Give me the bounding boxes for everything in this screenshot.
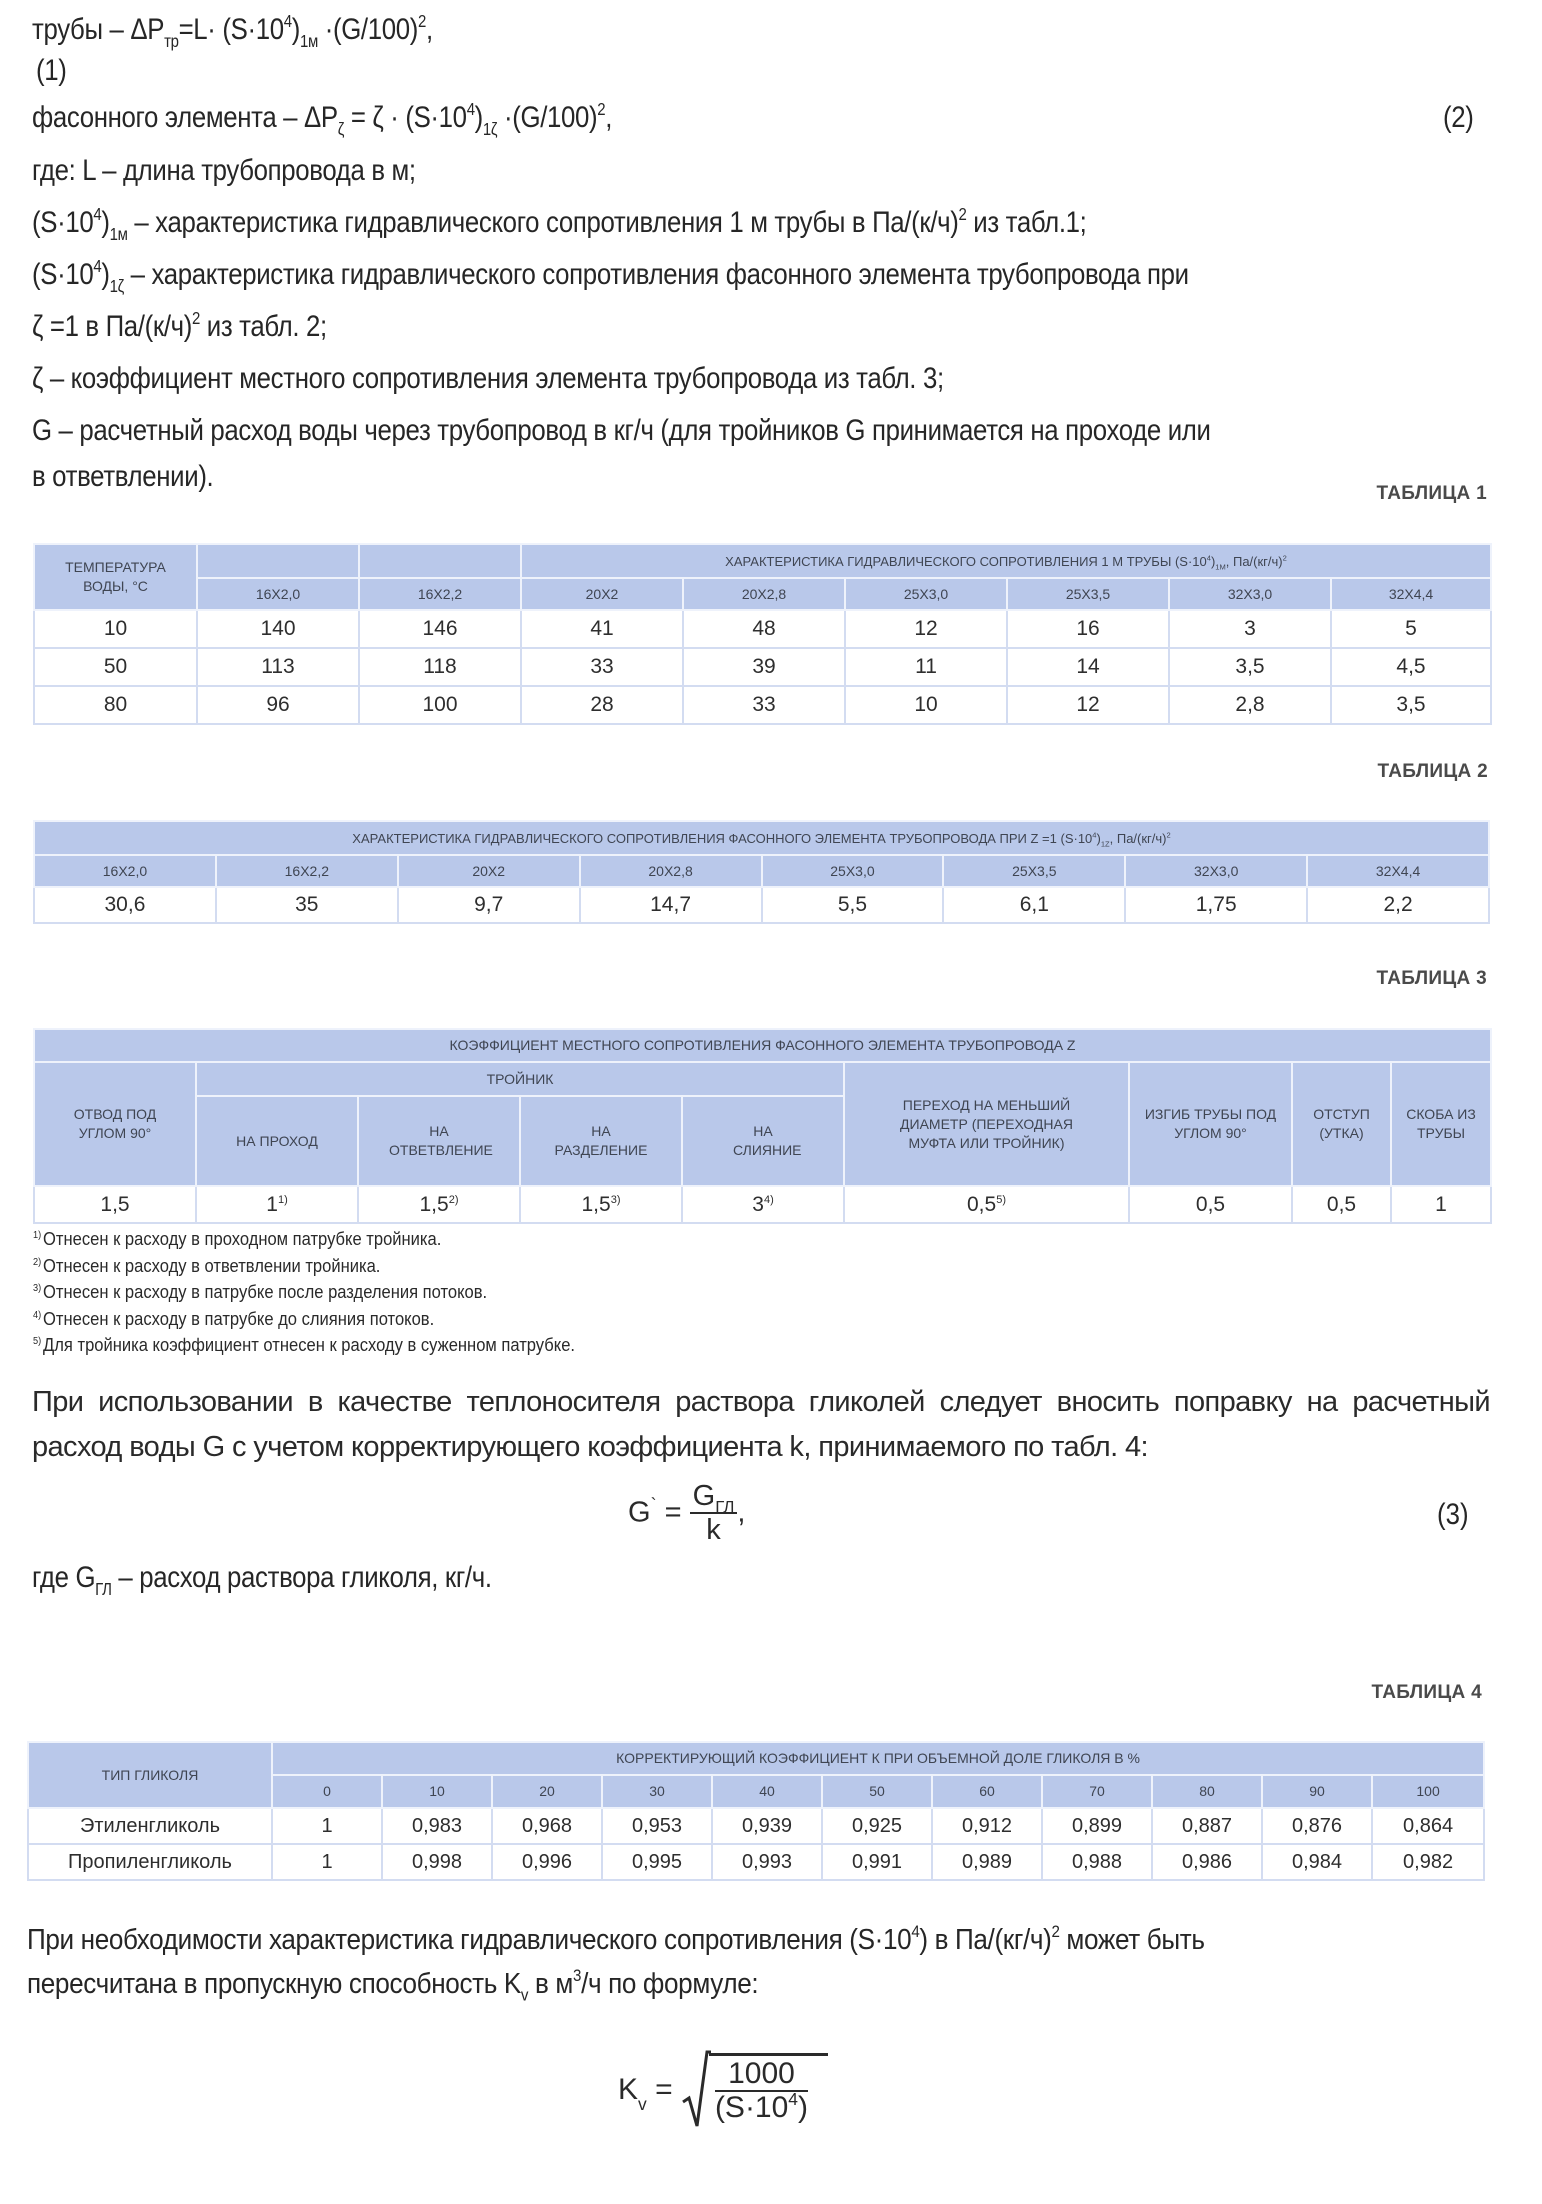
table-1-cell: 96	[197, 686, 359, 724]
formula-2-text: фасонного элемента – ΔP	[32, 101, 338, 134]
footnote-text: Отнесен к расходу в патрубке после разделения потоков.	[43, 1282, 488, 1302]
table-2-cell: 35	[216, 887, 398, 923]
table-4-column-header: 10	[382, 1775, 492, 1808]
table-2-columns-row	[34, 855, 1489, 887]
table-row	[34, 887, 1489, 923]
table-4-cell: 0,982	[1372, 1844, 1484, 1880]
table-4-cell: 0,925	[822, 1808, 932, 1844]
table-1-label: ТАБЛИЦА 1	[1376, 483, 1487, 504]
header-text: ХАРАКТЕРИСТИКА ГИДРАВЛИЧЕСКОГО СОПРОТИВЛЕНИЯ 1 М ТРУБЫ (S·10	[725, 553, 1207, 569]
table-2-cell: 2,2	[1307, 887, 1489, 923]
table-1-cell: 14	[1007, 648, 1169, 686]
table-3-cell	[682, 1186, 844, 1223]
formula-1-text: ·(G/100)	[317, 13, 419, 46]
table-3-col-prohod: НА ПРОХОД	[196, 1096, 358, 1186]
table-4-cell: 0,984	[1262, 1844, 1372, 1880]
table-3-col-otstup: ОТСТУП (УТКА)	[1292, 1062, 1391, 1186]
table-3-value: 1,5	[581, 1192, 611, 1216]
table-4-glycol-name: Пропиленгликоль	[28, 1844, 272, 1880]
table-3-value: 0,5	[967, 1192, 997, 1216]
formula-kv	[618, 2050, 828, 2130]
paragraph-text: ) в Па/(кг/ч)	[919, 1924, 1052, 1956]
header-text: , Па/(кг/ч)	[1225, 553, 1283, 569]
table-row	[28, 1844, 1484, 1880]
table-3-group-troynik: ТРОЙНИК	[196, 1062, 844, 1096]
formula-kv-lhs: K	[618, 2073, 639, 2106]
table-3-value: 0,5	[1195, 1192, 1226, 1216]
table-2-column-header: 16Х2,0	[34, 855, 216, 887]
definition-text: )	[101, 206, 110, 239]
table-4-body	[28, 1808, 1484, 1880]
table-4-cell: 0,989	[932, 1844, 1042, 1880]
footnote	[33, 1332, 575, 1359]
table-3-value: 0,5	[1326, 1192, 1357, 1216]
footnote	[33, 1253, 575, 1280]
table-1-cell: 12	[845, 610, 1007, 648]
table-4-column-header: 60	[932, 1775, 1042, 1808]
footnote-text: Отнесен к расходу в ответвлении тройника.	[43, 1255, 381, 1276]
table-4-glycol-name: Этиленгликоль	[28, 1808, 272, 1844]
table-4-header-group: КОРРЕКТИРУЮЩИЙ КОЭФФИЦИЕНТ К ПРИ ОБЪЕМНОЙ ДОЛЕ ГЛИКОЛЯ В %	[272, 1742, 1484, 1775]
table-3-value: 3	[752, 1192, 764, 1216]
superscript: 4	[93, 203, 102, 224]
table-2-column-header: 32Х4,4	[1307, 855, 1489, 887]
table-3-value: 1	[266, 1192, 278, 1216]
table-4-header-row	[28, 1742, 1484, 1775]
table-1-cell: 146	[359, 610, 521, 648]
table-2	[33, 820, 1490, 924]
table-1-cell: 12	[1007, 686, 1169, 724]
definition-S-1z	[32, 255, 1189, 296]
definition-text: из табл.1;	[966, 206, 1087, 239]
footnote-marker: 5)	[996, 1193, 1006, 1206]
table-4-column-header: 100	[1372, 1775, 1484, 1808]
glycol-definition	[32, 1560, 492, 1599]
table-2-cell: 30,6	[34, 887, 216, 923]
formula-1-text: =L· (S·10	[178, 13, 284, 46]
table-3-header: КОЭФФИЦИЕНТ МЕСТНОГО СОПРОТИВЛЕНИЯ ФАСОННОГО ЭЛЕМЕНТА ТРУБОПРОВОДА Z	[34, 1029, 1491, 1062]
definition-text: – расход раствора гликоля, кг/ч.	[111, 1561, 492, 1594]
table-1-body	[34, 610, 1491, 724]
table-3-footnotes	[33, 1226, 575, 1359]
subscript: ГЛ	[715, 1497, 735, 1517]
table-1-column-header: 20Х2	[521, 578, 683, 610]
kv-paragraph-line2	[27, 1966, 759, 2005]
table-1-cell: 33	[521, 648, 683, 686]
formula-1-text: )	[291, 13, 300, 46]
superscript: 3	[573, 1966, 582, 1986]
superscript: 2	[1166, 830, 1171, 840]
table-1-header-group	[521, 544, 1491, 578]
table-3-group-row	[34, 1062, 1491, 1096]
table-4-label: ТАБЛИЦА 4	[1371, 1682, 1482, 1703]
table-4-cell: 0,968	[492, 1808, 602, 1844]
table-1-column-header: 32Х3,0	[1169, 578, 1331, 610]
table-1-cell: 5	[1331, 610, 1491, 648]
paragraph-text: пересчитана в пропускную способность K	[27, 1968, 521, 2000]
definition-G: G – расчетный расход воды через трубопровод в кг/ч (для тройников G принимается на проходе или	[32, 414, 1211, 447]
table-3-cell	[1292, 1186, 1391, 1223]
radical-sign-icon	[681, 2050, 711, 2130]
definition-text: (S·10	[32, 206, 94, 239]
paragraph-text: в м	[528, 1968, 574, 2000]
table-3-value: 1	[1435, 1192, 1447, 1216]
table-4-cell: 0,983	[382, 1808, 492, 1844]
footnote-marker: 1)	[277, 1193, 288, 1206]
table-2-header	[34, 821, 1489, 855]
formula-3-mark: `	[650, 1495, 657, 1515]
table-4-cell: 1	[272, 1844, 382, 1880]
formula-3-numerator	[690, 1480, 738, 1517]
table-2-cell: 1,75	[1125, 887, 1307, 923]
table-4-cell: 0,939	[712, 1808, 822, 1844]
table-1-cell: 10	[845, 686, 1007, 724]
table-2-label: ТАБЛИЦА 2	[1377, 761, 1488, 782]
table-1-column-header: 20Х2,8	[683, 578, 845, 610]
table-2-column-header: 25Х3,5	[943, 855, 1125, 887]
formula-kv-fraction	[715, 2058, 808, 2124]
table-row	[34, 648, 1491, 686]
definition-L: где: L – длина трубопровода в м;	[32, 154, 416, 187]
footnote	[33, 1279, 575, 1306]
superscript: 4	[283, 10, 292, 31]
superscript: 2	[1282, 553, 1287, 563]
denominator-text: )	[797, 2090, 808, 2124]
table-1-cell: 3,5	[1169, 648, 1331, 686]
table-1-cell: 4,5	[1331, 648, 1491, 686]
formula-2-text: ·(G/100)	[497, 101, 598, 134]
subscript: 1м	[299, 30, 318, 51]
paragraph-text: /ч по формуле:	[581, 1968, 759, 2000]
table-4-column-header: 0	[272, 1775, 382, 1808]
formula-3-comma: ,	[737, 1496, 746, 1529]
superscript: 2	[1051, 1922, 1060, 1942]
formula-2-line	[32, 98, 613, 139]
table-2-header-row	[34, 821, 1489, 855]
table-1-cell: 140	[197, 610, 359, 648]
table-1-columns-row	[34, 578, 1491, 610]
kv-paragraph-line1	[27, 1922, 1205, 1958]
definition-text: ζ =1 в Па/(к/ч)	[32, 310, 192, 343]
definition-text: – характеристика гидравлического сопротивления фасонного элемента трубопровода при	[123, 258, 1189, 291]
table-1-cell: 33	[683, 686, 845, 724]
table-4-cell: 0,864	[1372, 1808, 1484, 1844]
table-1-header-empty	[197, 544, 359, 578]
table-4-cell: 1	[272, 1808, 382, 1844]
table-row	[34, 1186, 1491, 1223]
definition-S-1z-cont	[32, 309, 327, 345]
table-4-column-header: 90	[1262, 1775, 1372, 1808]
table-1-cell: 3,5	[1331, 686, 1491, 724]
header-text: , Па/(кг/ч)	[1109, 830, 1167, 846]
table-4-cell: 0,991	[822, 1844, 932, 1880]
table-1-temperature-cell: 50	[34, 648, 197, 686]
footnote-marker: 2)	[33, 1256, 42, 1268]
definition-G-cont: в ответвлении).	[32, 460, 214, 493]
formula-1-text: ,	[426, 13, 433, 46]
formula-1-line	[32, 10, 433, 51]
superscript: 2	[191, 307, 200, 328]
definition-text: из табл. 2;	[199, 310, 327, 343]
footnote-marker: 3)	[610, 1193, 621, 1206]
superscript: 2	[597, 98, 606, 119]
table-1-cell: 100	[359, 686, 521, 724]
footnote-marker: 2)	[448, 1193, 459, 1206]
footnote-text: Отнесен к расходу в проходном патрубке тройника.	[43, 1229, 442, 1249]
table-4-header-type: ТИП ГЛИКОЛЯ	[28, 1742, 272, 1808]
subscript: тр	[164, 30, 179, 51]
table-1-column-header: 32Х4,4	[1331, 578, 1491, 610]
table-4-cell: 0,996	[492, 1844, 602, 1880]
table-3-cell	[1129, 1186, 1292, 1223]
table-3-value: 1,5	[100, 1192, 130, 1216]
paragraph-text: может быть	[1059, 1924, 1205, 1956]
formula-3	[628, 1480, 745, 1546]
table-4-cell: 0,995	[602, 1844, 712, 1880]
formula-2-text: ,	[605, 101, 613, 134]
table-3-cell	[34, 1186, 196, 1223]
subscript: v	[638, 2094, 647, 2114]
formula-3-lhs: G	[628, 1496, 651, 1529]
table-3-label: ТАБЛИЦА 3	[1376, 968, 1487, 989]
table-1-cell: 28	[521, 686, 683, 724]
table-1-cell: 113	[197, 648, 359, 686]
superscript: 4	[1206, 553, 1211, 563]
footnote-marker: 4)	[763, 1193, 774, 1206]
table-2-column-header: 16Х2,2	[216, 855, 398, 887]
table-row	[34, 686, 1491, 724]
table-1-column-header: 25Х3,0	[845, 578, 1007, 610]
superscript: 2	[418, 10, 427, 31]
table-3-col-sliyanie: НА СЛИЯНИЕ	[682, 1096, 844, 1186]
subscript: 1ζ	[482, 118, 498, 139]
table-1-cell: 2,8	[1169, 686, 1331, 724]
table-4-cell: 0,953	[602, 1808, 712, 1844]
formula-3-fraction	[690, 1480, 738, 1546]
table-3-cell	[520, 1186, 682, 1223]
formula-3-numerator-text: G	[692, 1480, 716, 1512]
table-1-header-empty	[359, 544, 521, 578]
subscript: 1м	[109, 223, 128, 244]
table-4-column-header: 80	[1152, 1775, 1262, 1808]
table-1	[33, 543, 1492, 725]
definition-text: (S·10	[32, 258, 94, 291]
definition-zeta: ζ – коэффициент местного сопротивления элемента трубопровода из табл. 3;	[32, 362, 944, 395]
footnote	[33, 1306, 575, 1333]
table-3	[33, 1028, 1492, 1224]
table-4-cell: 0,998	[382, 1844, 492, 1880]
table-2-cell: 14,7	[580, 887, 762, 923]
table-4-column-header: 30	[602, 1775, 712, 1808]
definition-text: – характеристика гидравлического сопротивления 1 м трубы в Па/(к/ч)	[127, 206, 959, 239]
subscript: ζ	[337, 118, 345, 139]
table-3-cell	[844, 1186, 1129, 1223]
table-1-column-header: 25Х3,5	[1007, 578, 1169, 610]
table-4-column-header: 70	[1042, 1775, 1152, 1808]
definition-text: )	[101, 258, 110, 291]
table-1-column-header: 16Х2,0	[197, 578, 359, 610]
table-3-value: 1,5	[419, 1192, 449, 1216]
superscript: 4	[1092, 830, 1097, 840]
table-row	[34, 610, 1491, 648]
table-2-cell: 9,7	[398, 887, 580, 923]
definition-text: где G	[32, 1561, 96, 1594]
table-4-cell: 0,988	[1042, 1844, 1152, 1880]
footnote-marker: 4)	[33, 1309, 42, 1321]
table-4	[27, 1741, 1485, 1881]
equation-number-3: (3)	[1437, 1498, 1469, 1531]
header-text: ХАРАКТЕРИСТИКА ГИДРАВЛИЧЕСКОГО СОПРОТИВЛЕНИЯ ФАСОННОГО ЭЛЕМЕНТА ТРУБОПРОВОДА ПРИ Z =1 (S·10	[352, 830, 1093, 846]
subscript: 1Z	[1100, 838, 1110, 848]
footnote-marker: 1)	[33, 1230, 42, 1241]
table-1-cell: 11	[845, 648, 1007, 686]
table-2-column-header: 20Х2	[398, 855, 580, 887]
table-1-cell: 118	[359, 648, 521, 686]
table-2-column-header: 32Х3,0	[1125, 855, 1307, 887]
table-4-column-header: 40	[712, 1775, 822, 1808]
formula-2-text: )	[474, 101, 483, 134]
table-3-header-row	[34, 1029, 1491, 1062]
table-4-cell: 0,993	[712, 1844, 822, 1880]
superscript: 4	[93, 255, 102, 276]
table-1-cell: 39	[683, 648, 845, 686]
equation-number-2: (2)	[1443, 101, 1474, 134]
table-3-col-izgib: ИЗГИБ ТРУБЫ ПОД УГЛОМ 90°	[1129, 1062, 1292, 1186]
definition-S-1m	[32, 203, 1087, 244]
formula-3-denominator: k	[706, 1514, 721, 1546]
superscript: 4	[788, 2088, 798, 2109]
footnote-marker: 5)	[33, 1336, 42, 1347]
subscript: 1М	[1215, 561, 1226, 571]
square-root	[681, 2050, 828, 2130]
table-1-cell: 3	[1169, 610, 1331, 648]
header-text: )	[1096, 830, 1101, 846]
table-1-column-header: 16Х2,2	[359, 578, 521, 610]
table-3-col-otvod: ОТВОД ПОД УГЛОМ 90°	[34, 1062, 196, 1186]
table-3-col-skoba: СКОБА ИЗ ТРУБЫ	[1391, 1062, 1491, 1186]
table-4-cell: 0,899	[1042, 1808, 1152, 1844]
denominator-text: (S·10	[714, 2090, 789, 2124]
table-row	[28, 1808, 1484, 1844]
table-3-col-razdelenie: НА РАЗДЕЛЕНИЕ	[520, 1096, 682, 1186]
table-1-cell: 41	[521, 610, 683, 648]
table-4-column-header: 50	[822, 1775, 932, 1808]
superscript: 2	[958, 203, 967, 224]
table-4-cell: 0,986	[1152, 1844, 1262, 1880]
table-1-header-temperature: ТЕМПЕРАТУРА ВОДЫ, °С	[34, 544, 197, 610]
subscript: 1ζ	[109, 275, 124, 296]
table-1-header-row	[34, 544, 1491, 578]
table-3-cell	[358, 1186, 520, 1223]
formula-2-text: = ζ · (S·10	[344, 101, 467, 134]
table-3-col-perehod: ПЕРЕХОД НА МЕНЬШИЙ ДИАМЕТР (ПЕРЕХОДНАЯ МУФТА ИЛИ ТРОЙНИК)	[844, 1062, 1129, 1186]
table-1-temperature-cell: 80	[34, 686, 197, 724]
superscript: 4	[466, 98, 475, 119]
paragraph-text: При необходимости характеристика гидравлического сопротивления (S·10	[27, 1924, 912, 1956]
footnote-text: Для тройника коэффициент отнесен к расходу в суженном патрубке.	[43, 1335, 576, 1355]
subscript: ГЛ	[95, 1578, 112, 1599]
table-1-cell: 48	[683, 610, 845, 648]
formula-kv-denominator	[714, 2088, 808, 2124]
glycol-paragraph: При использовании в качестве теплоносителя раствора гликолей следует вносить поправку на расчетный расход воды G с учетом корректирующего коэффициента k, принимаемого по табл. 4:	[32, 1386, 1490, 1463]
footnote-marker: 3)	[33, 1283, 42, 1294]
table-3-cell	[196, 1186, 358, 1223]
table-4-cell: 0,876	[1262, 1808, 1372, 1844]
table-4-cell: 0,912	[932, 1808, 1042, 1844]
table-4-column-header: 20	[492, 1775, 602, 1808]
subscript: v	[520, 1985, 529, 2005]
table-3-col-otvetvlenie: НА ОТВЕТВЛЕНИЕ	[358, 1096, 520, 1186]
header-text: )	[1210, 553, 1216, 569]
formula-3-equals: =	[664, 1496, 682, 1529]
table-1-temperature-cell: 10	[34, 610, 197, 648]
formula-kv-equals: =	[655, 2073, 673, 2106]
equation-number-1: (1)	[36, 54, 67, 87]
table-3-cell	[1391, 1186, 1491, 1223]
superscript: 4	[911, 1922, 920, 1942]
table-2-cell: 5,5	[762, 887, 944, 923]
table-2-column-header: 25Х3,0	[762, 855, 944, 887]
formula-kv-numerator: 1000	[715, 2058, 808, 2092]
table-2-column-header: 20Х2,8	[580, 855, 762, 887]
radicand	[709, 2053, 828, 2124]
formula-1-text: трубы – ΔP	[32, 13, 165, 46]
table-2-cell: 6,1	[943, 887, 1125, 923]
table-4-cell: 0,887	[1152, 1808, 1262, 1844]
footnote-text: Отнесен к расходу в патрубке до слияния потоков.	[43, 1308, 435, 1329]
table-1-cell: 16	[1007, 610, 1169, 648]
footnote	[33, 1226, 575, 1253]
